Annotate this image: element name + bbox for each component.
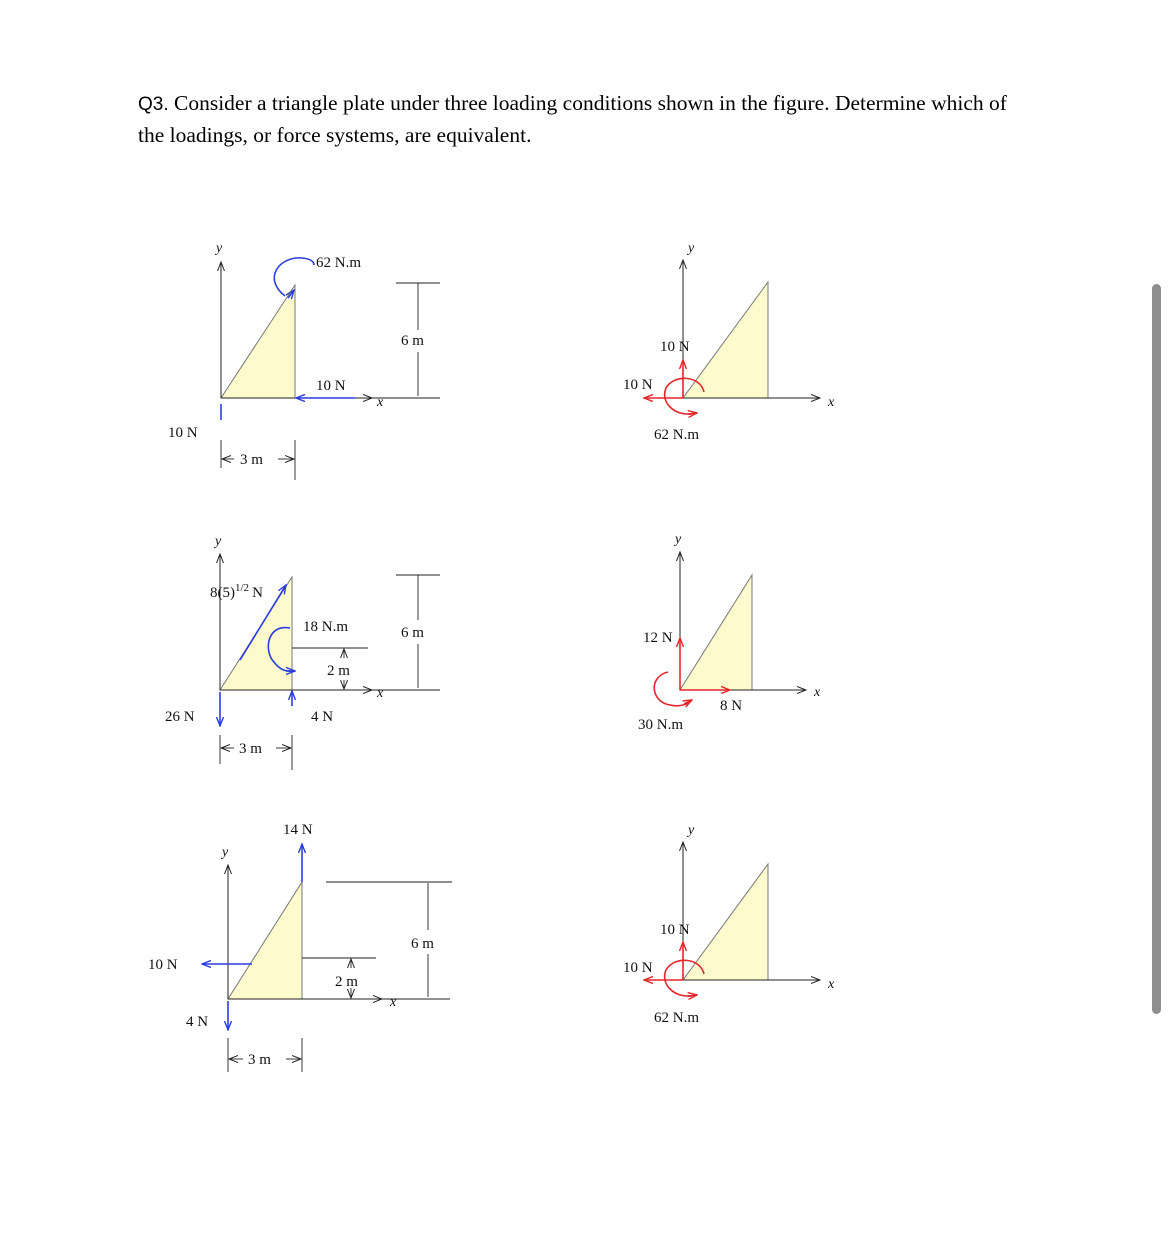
fig6-y-label: y <box>688 823 695 838</box>
fig1-y-label: y <box>216 241 223 256</box>
fig5-force-up-label: 14 N <box>283 822 313 838</box>
fig1-width-label: 3 m <box>240 452 263 468</box>
fig3-x-label: x <box>377 686 384 701</box>
fig5-y-label: y <box>222 845 229 860</box>
figure-4 <box>638 532 821 733</box>
figure-2 <box>623 241 835 443</box>
fig6-moment-label: 62 N.m <box>654 1010 699 1026</box>
fig4-moment-label: 30 N.m <box>638 717 683 733</box>
fig3-moment-label: 18 N.m <box>303 619 348 635</box>
fig3-height-label: 6 m <box>401 625 424 641</box>
fig1-height-label: 6 m <box>401 333 424 349</box>
vertical-scrollbar[interactable] <box>1152 284 1161 1014</box>
fig1-force-h-label: 10 N <box>316 378 346 394</box>
fig5-width-label: 3 m <box>248 1052 271 1068</box>
fig4-x-label: x <box>814 685 821 700</box>
fig2-y-label: y <box>688 241 695 256</box>
fig2-moment-label: 62 N.m <box>654 427 699 443</box>
fig3-force-up-label: 4 N <box>311 709 334 725</box>
figure-3 <box>165 534 440 770</box>
fig2-force-v-label: 10 N <box>660 339 690 355</box>
fig5-height-label: 6 m <box>411 936 434 952</box>
fig5-plate <box>228 882 302 999</box>
fig6-moment-head <box>688 995 697 996</box>
fig5-force-down-label: 4 N <box>186 1014 209 1030</box>
fig1-x-label: x <box>377 395 384 410</box>
fig5-x-label: x <box>390 995 397 1010</box>
fig3-offset-label: 2 m <box>327 663 350 679</box>
fig2-force-h-label: 10 N <box>623 377 653 393</box>
fig1-moment-label: 62 N.m <box>316 255 361 271</box>
fig6-force-h-label: 10 N <box>623 960 653 976</box>
fig1-force-v-label: 10 N <box>168 425 198 441</box>
fig5-offset-label: 2 m <box>335 974 358 990</box>
fig2-x-label: x <box>828 395 835 410</box>
fig5-force-h-label: 10 N <box>148 957 178 973</box>
fig6-force-v-label: 10 N <box>660 922 690 938</box>
fig4-force-v-label: 12 N <box>643 630 673 646</box>
figure-1 <box>168 241 440 480</box>
fig1-plate <box>221 285 295 398</box>
fig4-plate <box>680 575 752 690</box>
figure-5 <box>148 822 452 1072</box>
question-label: Q3. <box>138 94 169 115</box>
fig4-force-h-label: 8 N <box>720 698 743 714</box>
fig3-y-label: y <box>215 534 222 549</box>
fig3-force-inclined-label: $8(5)^{1/2}$ N <box>210 582 263 601</box>
fig3-force-down-label: 26 N <box>165 709 195 725</box>
fig2-moment-head <box>688 413 697 414</box>
fig6-x-label: x <box>828 977 835 992</box>
fig4-y-label: y <box>675 532 682 547</box>
fig3-width-label: 3 m <box>239 741 262 757</box>
question-body: Consider a triangle plate under three loading conditions shown in the figure. Determine which of the loadings, or force systems, are equivalent. <box>138 91 1007 147</box>
figure-6 <box>623 823 835 1026</box>
